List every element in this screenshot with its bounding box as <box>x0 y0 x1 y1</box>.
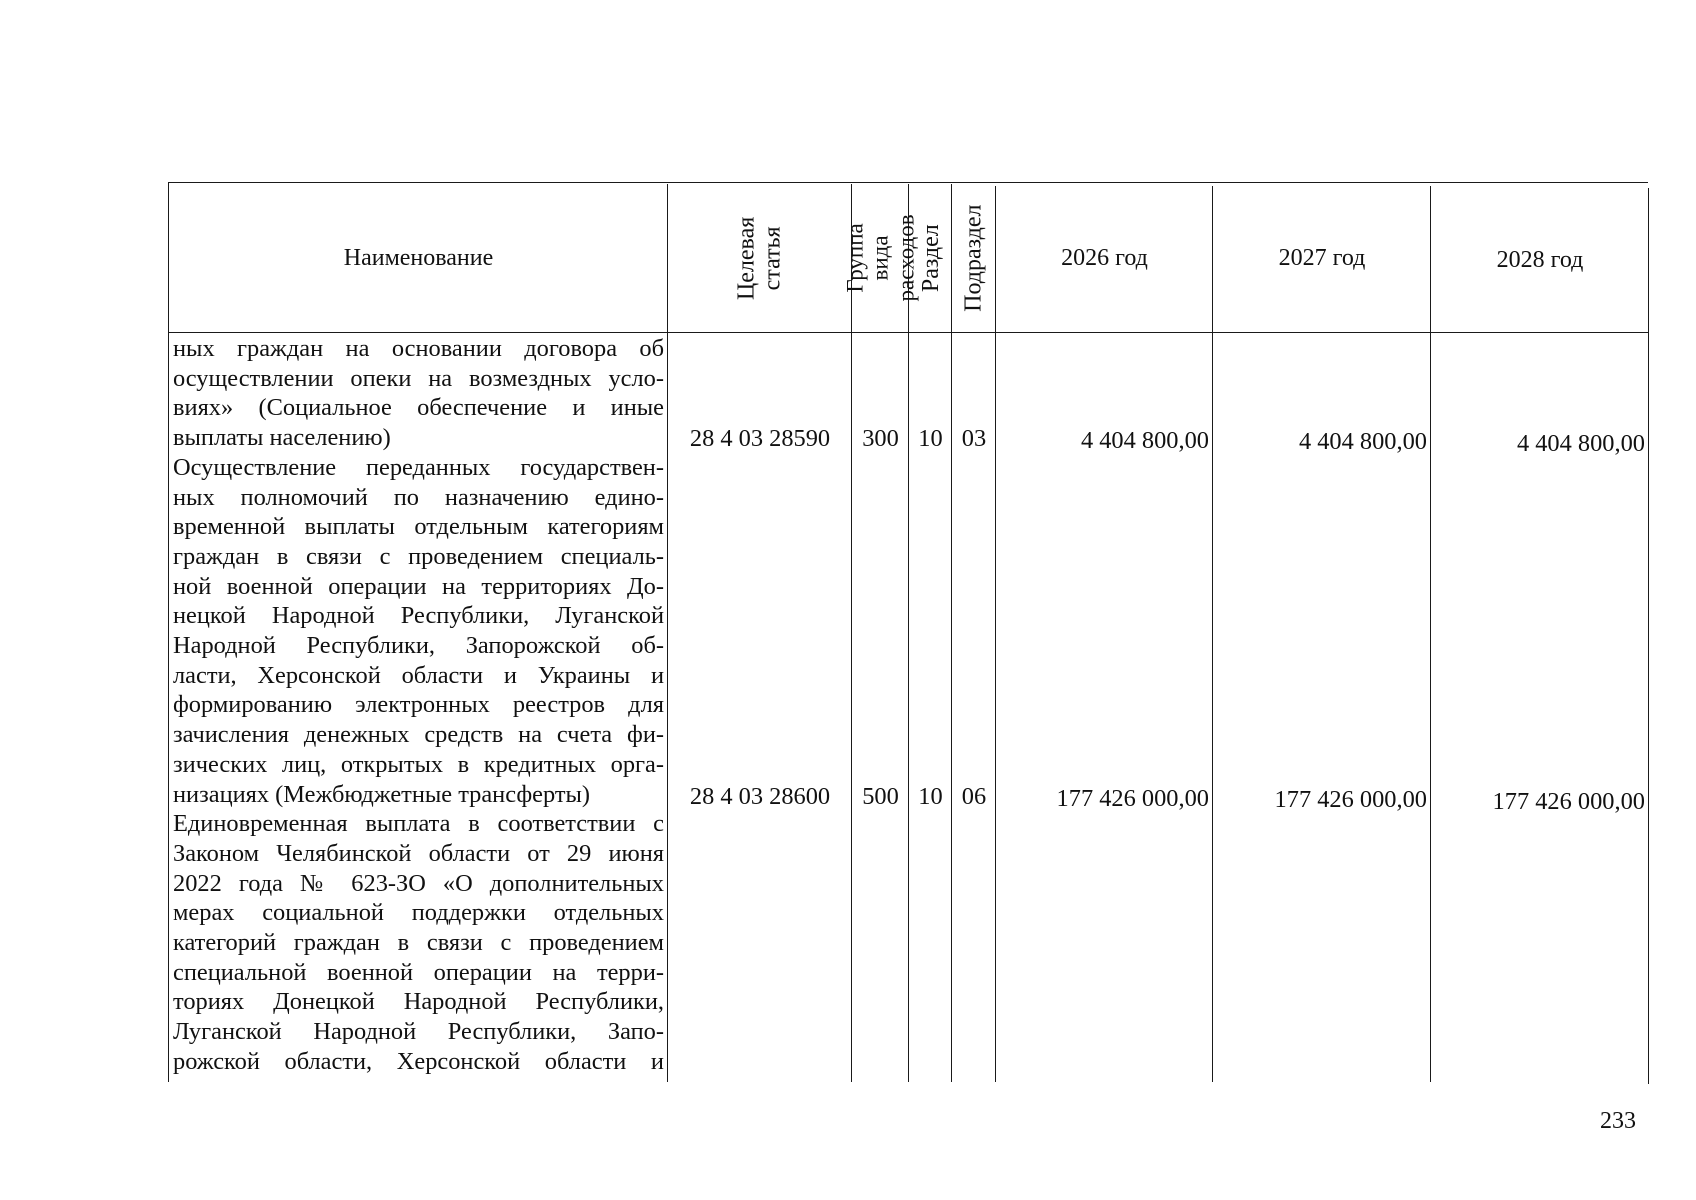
col-divider-subsection <box>995 186 996 1082</box>
name-line: мерах социальной поддержки отдельных <box>173 899 664 927</box>
row2-2027: 177 426 000,00 <box>1274 786 1427 813</box>
col-divider-name <box>667 184 668 1082</box>
col-divider-section <box>951 184 952 1082</box>
header-expense-group-label: Группа вида расходов <box>842 214 919 302</box>
name-line: низациях (Межбюджетные трансферты) <box>173 780 591 808</box>
header-subsection <box>953 184 995 332</box>
header-2027-label: 2027 год <box>1278 244 1366 271</box>
row2-subsection: 06 <box>961 783 987 810</box>
header-2026-label: 2026 год <box>1061 244 1148 271</box>
name-line: Луганской Народной Республики, Запо- <box>173 1018 664 1046</box>
row2-target: 28 4 03 28600 <box>689 783 831 810</box>
header-name <box>170 184 667 332</box>
name-line: зачисления денежных средств на счета фи- <box>173 721 664 749</box>
name-line: Единовременная выплата в соответствии с <box>173 810 664 838</box>
header-2026 <box>997 184 1212 332</box>
row1-target: 28 4 03 28590 <box>689 425 831 452</box>
header-2028-label: 2028 год <box>1496 246 1584 273</box>
col-divider-group <box>908 184 909 1082</box>
name-line: ной военной операции на территориях До- <box>173 572 664 600</box>
name-line: формированию электронных реестров для <box>173 691 664 719</box>
name-line: выплаты населению) <box>173 424 391 452</box>
header-subsection-label: Подраздел <box>960 204 987 312</box>
row1-subsection: 03 <box>961 425 987 452</box>
name-column-text <box>173 334 664 1077</box>
header-target <box>669 184 851 332</box>
name-line: нецкой Народной Республики, Луганской <box>173 602 664 630</box>
row1-2026: 4 404 800,00 <box>1080 427 1209 454</box>
header-section-label: Раздел <box>917 224 944 292</box>
header-section <box>910 184 951 332</box>
row2-section: 10 <box>918 783 943 810</box>
name-line: рожской области, Херсонской области и <box>173 1047 664 1075</box>
row2-group: 500 <box>862 783 899 810</box>
name-line: временной выплаты отдельным категориям <box>173 513 664 541</box>
table-right-border <box>1648 188 1649 1084</box>
table-top-border <box>168 182 1648 183</box>
header-target-label: Целевая статья <box>733 216 786 300</box>
row1-2027: 4 404 800,00 <box>1298 428 1427 455</box>
row1-section: 10 <box>918 425 943 452</box>
name-line: специальной военной операции на терри- <box>173 958 664 986</box>
name-line: ториях Донецкой Народной Республики, <box>173 988 664 1016</box>
table-left-border <box>168 182 169 1082</box>
header-name-label: Наименование <box>343 244 494 271</box>
header-expense-group <box>842 184 919 332</box>
col-divider-2026 <box>1212 186 1213 1082</box>
name-line: виях» (Социальное обеспечение и иные <box>173 394 664 422</box>
row1-group: 300 <box>862 425 899 452</box>
name-line: Народной Республики, Запорожской об- <box>173 632 664 660</box>
col-divider-2027 <box>1430 186 1431 1082</box>
col-divider-target <box>851 184 852 1082</box>
header-2027 <box>1214 184 1430 332</box>
row1-2028: 4 404 800,00 <box>1516 430 1645 457</box>
header-2028 <box>1432 186 1648 334</box>
row2-2026: 177 426 000,00 <box>1056 785 1209 812</box>
name-line: Законом Челябинской области от 29 июня <box>173 839 664 867</box>
name-line: ных полномочий по назначению едино- <box>173 483 664 511</box>
name-line: осуществлении опеки на возмездных усло- <box>173 364 664 392</box>
name-line: 2022 года № 623-ЗО «О дополнительных <box>173 869 664 897</box>
name-line: Осуществление переданных государствен- <box>173 453 664 481</box>
row2-2028: 177 426 000,00 <box>1492 788 1645 815</box>
page-number: 233 <box>1600 1108 1636 1134</box>
name-line: ных граждан на основании договора об <box>173 335 664 362</box>
name-line: зических лиц, открытых в кредитных орга- <box>173 750 664 778</box>
name-line: ласти, Херсонской области и Украины и <box>173 661 664 689</box>
name-line: граждан в связи с проведением специаль- <box>173 542 664 570</box>
name-line: категорий граждан в связи с проведением <box>173 929 664 957</box>
